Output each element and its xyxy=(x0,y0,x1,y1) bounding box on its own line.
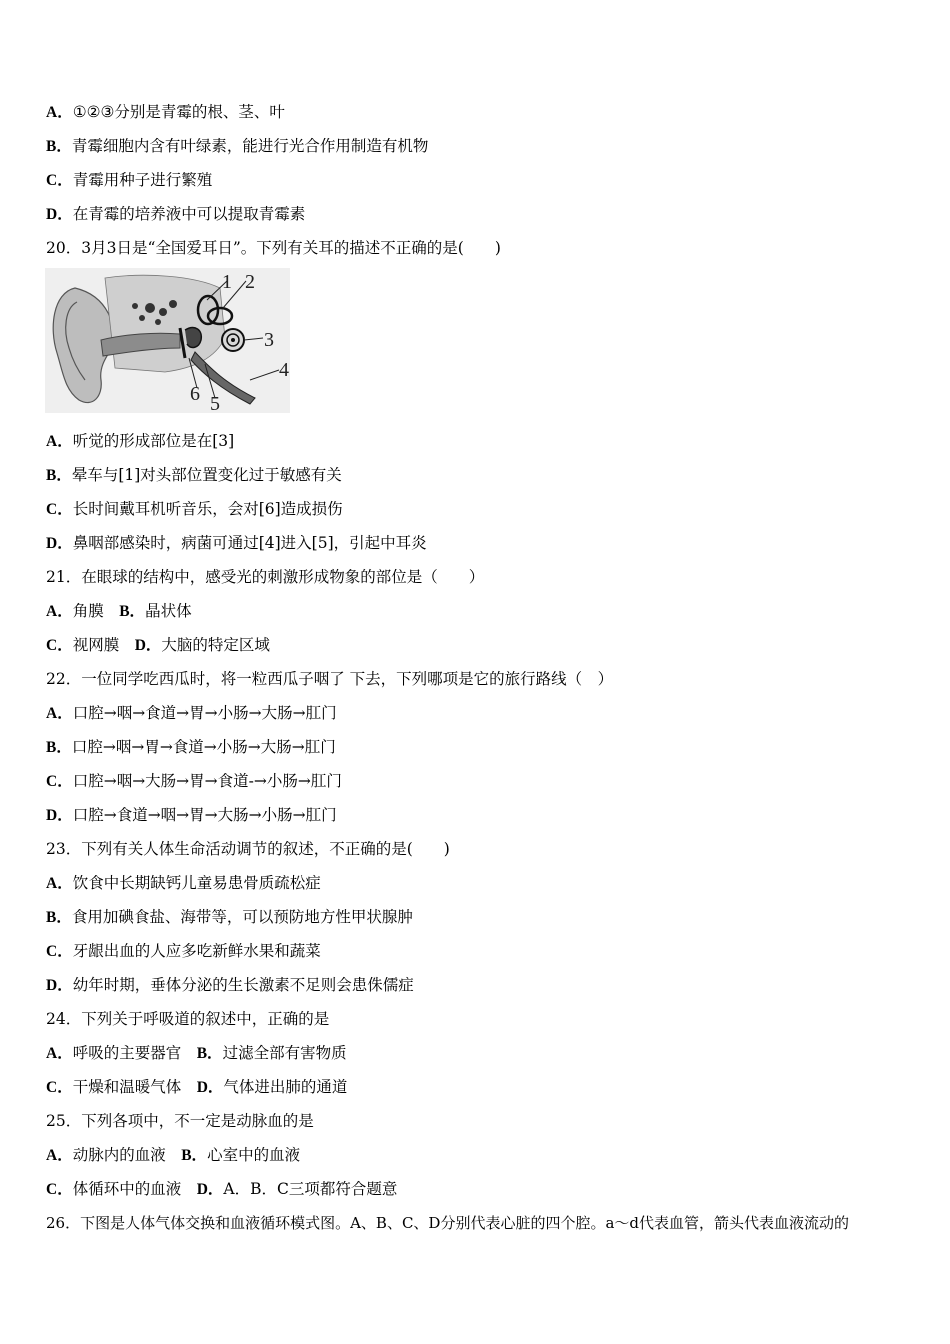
option-letter: C． xyxy=(46,1079,73,1096)
option-letter: B． xyxy=(181,1147,208,1164)
option-letter: C． xyxy=(46,943,73,960)
q20-option-c xyxy=(46,499,343,520)
ear-anatomy-figure xyxy=(45,268,290,413)
ear-label-1: 1 xyxy=(222,271,232,293)
option-text: 青霉细胞内含有叶绿素，能进行光合作用制造有机物 xyxy=(71,137,429,155)
option-text: 长时间戴耳机听音乐，会对[6]造成损伤 xyxy=(72,500,343,518)
option-text: 干燥和温暖气体 xyxy=(72,1078,197,1096)
option-text: 大脑的特定区域 xyxy=(161,636,270,654)
option-text: 青霉用种子进行繁殖 xyxy=(72,171,213,189)
option-text: 体循环中的血液 xyxy=(72,1180,197,1198)
q22-option-b xyxy=(46,737,336,758)
option-text: 食用加碘食盐、海带等，可以预防地方性甲状腺肿 xyxy=(71,908,413,926)
option-letter: A． xyxy=(46,1045,73,1062)
option-letter: D． xyxy=(134,637,162,654)
option-text: 气体进出肺的通道 xyxy=(223,1078,348,1096)
q19-option-a xyxy=(46,102,285,123)
q23-stem: 23．下列有关人体生命活动调节的叙述，不正确的是( ) xyxy=(46,840,450,858)
option-text: 口腔→咽→大肠→胃→食道-→小肠→肛门 xyxy=(72,772,342,790)
option-letter: A． xyxy=(46,705,73,722)
option-text: ①②③分别是青霉的根、茎、叶 xyxy=(72,103,285,121)
q25-stem: 25．下列各项中，不一定是动脉血的是 xyxy=(46,1112,314,1130)
q23-option-d xyxy=(46,975,414,996)
option-text: 晶状体 xyxy=(145,602,192,620)
option-letter: C． xyxy=(46,501,73,518)
option-letter: B． xyxy=(46,739,72,756)
option-text: 牙龈出血的人应多吃新鲜水果和蔬菜 xyxy=(72,942,321,960)
option-letter: B． xyxy=(46,909,72,926)
q21-options-row-1 xyxy=(46,601,192,622)
option-letter: C． xyxy=(46,637,73,654)
option-text: 幼年时期，垂体分泌的生长激素不足则会患侏儒症 xyxy=(72,976,414,994)
option-text: 晕车与[1]对头部位置变化过于敏感有关 xyxy=(71,466,342,484)
option-letter: A． xyxy=(46,603,73,620)
option-text: 心室中的血液 xyxy=(207,1146,301,1164)
option-text: 鼻咽部感染时，病菌可通过[4]进入[5]，引起中耳炎 xyxy=(72,534,427,552)
q21-options-row-2 xyxy=(46,635,270,656)
option-letter: D． xyxy=(196,1079,224,1096)
option-text: 在青霉的培养液中可以提取青霉素 xyxy=(72,205,306,223)
option-letter: B． xyxy=(46,467,72,484)
option-text: 过滤全部有害物质 xyxy=(222,1044,347,1062)
q20-stem: 20．3月3日是“全国爱耳日”。下列有关耳的描述不正确的是( ) xyxy=(46,239,501,257)
option-text: 视网膜 xyxy=(72,636,135,654)
option-letter: D． xyxy=(46,977,73,994)
option-text: 口腔→食道→咽→胃→大肠→小肠→肛门 xyxy=(72,806,337,824)
option-letter: D． xyxy=(196,1181,224,1198)
q22-option-a xyxy=(46,703,337,724)
option-text: 动脉内的血液 xyxy=(72,1146,182,1164)
q21-stem: 21．在眼球的结构中，感受光的刺激形成物象的部位是（ ） xyxy=(46,568,485,586)
q19-option-d xyxy=(46,204,305,225)
option-letter: D． xyxy=(46,206,73,223)
option-letter: A． xyxy=(46,104,73,121)
q23-option-c xyxy=(46,941,321,962)
option-letter: C． xyxy=(46,172,73,189)
q22-option-d xyxy=(46,805,337,826)
option-letter: B． xyxy=(119,603,146,620)
q19-option-b xyxy=(46,136,428,157)
ear-label-5: 5 xyxy=(210,393,220,413)
q20-option-d xyxy=(46,533,427,554)
q20-option-a xyxy=(46,431,234,452)
ear-label-4: 4 xyxy=(279,359,289,381)
option-text: 呼吸的主要器官 xyxy=(72,1044,197,1062)
option-letter: C． xyxy=(46,773,73,790)
q24-stem: 24．下列关于呼吸道的叙述中，正确的是 xyxy=(46,1010,330,1028)
option-text: A．B．C三项都符合题意 xyxy=(223,1180,398,1198)
q25-options-row-2 xyxy=(46,1179,397,1200)
option-text: 口腔→咽→胃→食道→小肠→大肠→肛门 xyxy=(71,738,336,756)
option-letter: A． xyxy=(46,875,73,892)
ear-label-3: 3 xyxy=(264,329,274,351)
option-letter: B． xyxy=(196,1045,223,1062)
q22-stem: 22．一位同学吃西瓜时，将一粒西瓜子咽了 下去，下列哪项是它的旅行路线（ ） xyxy=(46,670,614,688)
q20-option-b xyxy=(46,465,342,486)
option-text: 角膜 xyxy=(72,602,120,620)
option-text: 口腔→咽→食道→胃→小肠→大肠→肛门 xyxy=(72,704,337,722)
ear-label-2: 2 xyxy=(245,271,255,293)
option-text: 饮食中长期缺钙儿童易患骨质疏松症 xyxy=(72,874,321,892)
q26-stem: 26．下图是人体气体交换和血液循环模式图。A、B、C、D分别代表心脏的四个腔。a～d代表血管，箭头代表血液流动的 xyxy=(46,1214,849,1232)
q22-option-c xyxy=(46,771,342,792)
q19-option-c xyxy=(46,170,212,191)
ear-label-6: 6 xyxy=(190,383,200,405)
q24-options-row-1 xyxy=(46,1043,347,1064)
option-letter: B． xyxy=(46,138,72,155)
option-text: 听觉的形成部位是在[3] xyxy=(72,432,235,450)
option-letter: D． xyxy=(46,807,73,824)
q23-option-a xyxy=(46,873,321,894)
option-letter: C． xyxy=(46,1181,73,1198)
option-letter: D． xyxy=(46,535,73,552)
q23-option-b xyxy=(46,907,413,928)
option-letter: A． xyxy=(46,1147,73,1164)
option-letter: A． xyxy=(46,433,73,450)
q24-options-row-2 xyxy=(46,1077,347,1098)
q25-options-row-1 xyxy=(46,1145,300,1166)
